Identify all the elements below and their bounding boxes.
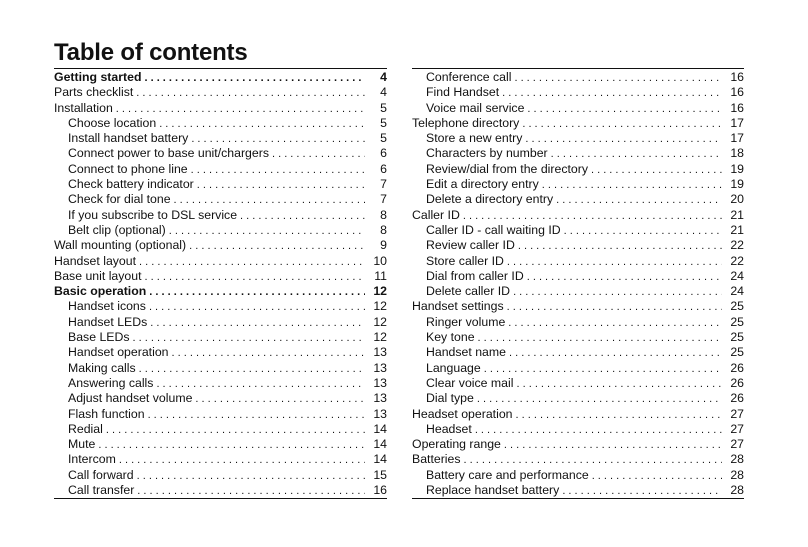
toc-column-right — [412, 70, 744, 499]
dot-leader — [514, 71, 722, 86]
toc-entry-title: Operating range — [412, 437, 501, 452]
dot-leader — [174, 193, 365, 208]
toc-page-number: 27 — [730, 421, 744, 436]
toc-entry[interactable] — [412, 177, 744, 192]
toc-entry[interactable] — [54, 116, 387, 131]
toc-page-number: 8 — [380, 222, 387, 237]
dot-leader — [516, 377, 722, 392]
dot-leader — [463, 209, 722, 224]
dot-leader — [527, 102, 722, 117]
toc-page-number: 28 — [730, 467, 744, 482]
toc-entry[interactable] — [54, 483, 387, 499]
toc-page-number: 5 — [380, 131, 387, 146]
toc-page-number: 16 — [730, 100, 744, 115]
toc-page-number: 25 — [730, 330, 744, 345]
dot-leader — [464, 453, 722, 468]
dot-leader — [119, 453, 365, 468]
dot-leader — [189, 239, 365, 254]
dot-leader — [148, 408, 365, 423]
dot-leader — [484, 362, 722, 377]
dot-leader — [195, 392, 365, 407]
toc-entry[interactable] — [54, 70, 387, 85]
toc-entry[interactable] — [412, 146, 744, 161]
toc-entry-title: Clear voice mail — [426, 375, 514, 390]
toc-entry[interactable] — [412, 315, 744, 330]
dot-leader — [98, 438, 365, 453]
toc-page-number: 14 — [373, 437, 387, 452]
toc-page-number: 20 — [730, 192, 744, 207]
toc-entry[interactable] — [412, 162, 744, 177]
dot-leader — [507, 255, 722, 270]
dot-leader — [156, 377, 365, 392]
title-rule-left — [54, 68, 387, 69]
toc-entry-title: Replace handset battery — [426, 483, 560, 498]
dot-leader — [516, 408, 723, 423]
toc-entry-title: Review/dial from the directory — [426, 161, 588, 176]
toc-entry[interactable] — [54, 422, 387, 437]
toc-entry[interactable] — [54, 345, 387, 360]
toc-entry[interactable] — [412, 452, 744, 467]
toc-page-number: 27 — [730, 406, 744, 421]
toc-page-number: 14 — [373, 452, 387, 467]
dot-leader — [137, 469, 365, 484]
toc-entry[interactable] — [412, 376, 744, 391]
toc-page-number: 26 — [730, 375, 744, 390]
toc-page-number: 5 — [380, 100, 387, 115]
toc-entry[interactable] — [54, 162, 387, 177]
toc-entry[interactable] — [54, 101, 387, 116]
toc-entry[interactable] — [54, 177, 387, 192]
dot-leader — [508, 316, 722, 331]
dot-leader — [475, 423, 722, 438]
dot-leader — [518, 239, 722, 254]
toc-entry[interactable] — [412, 361, 744, 376]
dot-leader — [145, 270, 365, 285]
toc-entry-title: Caller ID — [412, 207, 460, 222]
toc-entry-title: Batteries — [412, 452, 461, 467]
toc-entry[interactable] — [54, 192, 387, 207]
toc-entry[interactable] — [54, 361, 387, 376]
toc-entry[interactable] — [412, 254, 744, 269]
dot-leader — [240, 209, 365, 224]
dot-leader — [159, 117, 365, 132]
toc-page-number: 21 — [730, 207, 744, 222]
toc-entry[interactable] — [54, 208, 387, 223]
toc-entry[interactable] — [412, 223, 744, 238]
toc-entry[interactable] — [412, 192, 744, 207]
toc-entry-title: Wall mounting (optional) — [54, 238, 187, 253]
toc-entry[interactable] — [54, 376, 387, 391]
toc-page-number: 17 — [730, 115, 744, 130]
toc-entry[interactable] — [54, 269, 387, 284]
toc-page-number: 27 — [730, 437, 744, 452]
toc-entry-title: Find Handset — [426, 85, 500, 100]
dot-leader — [478, 331, 722, 346]
toc-page-number: 7 — [380, 192, 387, 207]
dot-leader — [144, 71, 365, 86]
toc-page-number: 6 — [380, 161, 387, 176]
toc-entry[interactable] — [412, 116, 744, 131]
toc-entry[interactable] — [54, 299, 387, 314]
toc-entry-title: Connect power to base unit/chargers — [68, 146, 269, 161]
toc-page-number: 25 — [730, 299, 744, 314]
toc-entry-title: Characters by number — [426, 146, 548, 161]
toc-page-number: 12 — [373, 314, 387, 329]
toc-column-left — [54, 70, 387, 499]
toc-entry-title: Handset icons — [68, 299, 146, 314]
toc-page-number: 10 — [373, 253, 387, 268]
toc-entry-title: Connect to phone line — [68, 161, 188, 176]
page-title: Table of contents — [54, 39, 248, 66]
toc-entry[interactable] — [412, 269, 744, 284]
title-rule-right — [412, 68, 744, 69]
toc-entry-title: Belt clip (optional) — [68, 222, 166, 237]
toc-page-number: 25 — [730, 345, 744, 360]
dot-leader — [502, 86, 722, 101]
toc-page-number: 19 — [730, 177, 744, 192]
toc-entry[interactable] — [412, 483, 744, 499]
toc-entry-title: Delete caller ID — [426, 284, 511, 299]
toc-page-number: 13 — [373, 345, 387, 360]
toc-entry-title: Check for dial tone — [68, 192, 171, 207]
dot-leader — [525, 132, 722, 147]
dot-leader — [272, 147, 365, 162]
toc-entry-title: Telephone directory — [412, 115, 520, 130]
toc-page-number: 26 — [730, 391, 744, 406]
toc-entry-title: Edit a directory entry — [426, 177, 539, 192]
toc-page-number: 12 — [373, 284, 387, 299]
dot-leader — [507, 300, 722, 315]
toc-page-number: 25 — [730, 314, 744, 329]
dot-leader — [191, 132, 365, 147]
dot-leader — [150, 316, 365, 331]
toc-entry[interactable] — [412, 70, 744, 85]
dot-leader — [137, 484, 365, 499]
toc-entry-title: Flash function — [68, 406, 145, 421]
toc-page-number: 9 — [380, 238, 387, 253]
toc-entry-title: Handset name — [426, 345, 506, 360]
toc-entry[interactable] — [54, 284, 387, 299]
toc-entry-title: Base unit layout — [54, 268, 142, 283]
toc-entry[interactable] — [412, 345, 744, 360]
toc-page-number: 13 — [373, 406, 387, 421]
toc-entry-title: Handset LEDs — [68, 314, 148, 329]
toc-page-number: 16 — [373, 483, 387, 498]
toc-entry[interactable] — [54, 407, 387, 422]
toc-entry-title: Handset layout — [54, 253, 137, 268]
toc-entry-title: If you subscribe to DSL service — [68, 207, 238, 222]
toc-entry-title: Call transfer — [68, 483, 135, 498]
toc-page-number: 24 — [730, 268, 744, 283]
toc-entry-title: Dial from caller ID — [426, 268, 524, 283]
toc-entry-title: Key tone — [426, 330, 475, 345]
toc-entry-title: Parts checklist — [54, 85, 134, 100]
toc-entry-title: Headset operation — [412, 406, 513, 421]
toc-page-number: 19 — [730, 161, 744, 176]
toc-entry[interactable] — [54, 254, 387, 269]
dot-leader — [191, 163, 365, 178]
dot-leader — [149, 300, 365, 315]
toc-page-number: 12 — [373, 299, 387, 314]
toc-page-number: 6 — [380, 146, 387, 161]
toc-page-number: 28 — [730, 483, 744, 498]
toc-page-number: 13 — [373, 360, 387, 375]
toc-entry[interactable] — [54, 223, 387, 238]
toc-entry-title: Handset operation — [68, 345, 169, 360]
toc-page-number: 8 — [380, 207, 387, 222]
toc-page-number: 22 — [730, 238, 744, 253]
dot-leader — [116, 102, 365, 117]
toc-page-number: 4 — [380, 70, 387, 84]
toc-entry-title: Voice mail service — [426, 100, 525, 115]
toc-entry[interactable] — [54, 85, 387, 100]
dot-leader — [139, 362, 365, 377]
dot-leader — [556, 193, 722, 208]
toc-entry[interactable] — [412, 101, 744, 116]
toc-page-number: 5 — [380, 115, 387, 130]
toc-page-number: 28 — [730, 452, 744, 467]
dot-leader — [133, 331, 365, 346]
toc-entry-title: Delete a directory entry — [426, 192, 554, 207]
dot-leader — [527, 270, 722, 285]
dot-leader — [522, 117, 722, 132]
dot-leader — [106, 423, 365, 438]
toc-entry[interactable] — [412, 407, 744, 422]
dot-leader — [542, 178, 722, 193]
toc-entry-title: Dial type — [426, 391, 474, 406]
toc-entry-title: Basic operation — [54, 284, 147, 299]
toc-entry-title: Intercom — [68, 452, 116, 467]
toc-entry-title: Redial — [68, 421, 103, 436]
toc-page-number: 12 — [373, 330, 387, 345]
toc-page-number: 17 — [730, 131, 744, 146]
toc-page-number: 7 — [380, 177, 387, 192]
toc-entry[interactable] — [412, 238, 744, 253]
dot-leader — [562, 484, 722, 499]
toc-entry-title: Store a new entry — [426, 131, 523, 146]
toc-entry[interactable] — [54, 437, 387, 452]
toc-page-number: 13 — [373, 391, 387, 406]
toc-entry[interactable] — [412, 208, 744, 223]
toc-entry-title: Ringer volume — [426, 314, 506, 329]
toc-entry-title: Review caller ID — [426, 238, 515, 253]
toc-page-number: 26 — [730, 360, 744, 375]
toc-page-number: 14 — [373, 421, 387, 436]
toc-entry[interactable] — [412, 391, 744, 406]
toc-page-number: 16 — [730, 70, 744, 84]
toc-entry[interactable] — [412, 299, 744, 314]
dot-leader — [172, 346, 366, 361]
toc-entry[interactable] — [54, 468, 387, 483]
toc-page-number: 15 — [373, 467, 387, 482]
toc-entry-title: Caller ID - call waiting ID — [426, 222, 561, 237]
toc-page-number: 13 — [373, 375, 387, 390]
dot-leader — [139, 255, 365, 270]
dot-leader — [504, 438, 722, 453]
toc-entry[interactable] — [54, 131, 387, 146]
toc-entry-title: Adjust handset volume — [68, 391, 193, 406]
toc-entry-title: Answering calls — [68, 375, 154, 390]
toc-entry-title: Mute — [68, 437, 96, 452]
toc-entry[interactable] — [54, 330, 387, 345]
toc-entry[interactable] — [412, 437, 744, 452]
toc-entry-title: Base LEDs — [68, 330, 130, 345]
toc-entry[interactable] — [54, 452, 387, 467]
toc-page-number: 4 — [380, 85, 387, 100]
toc-page-number: 11 — [374, 268, 387, 283]
toc-entry-title: Conference call — [426, 70, 512, 84]
toc-entry-title: Battery care and performance — [426, 467, 589, 482]
toc-entry[interactable] — [412, 131, 744, 146]
dot-leader — [169, 224, 365, 239]
toc-entry-title: Headset — [426, 421, 472, 436]
dot-leader — [136, 86, 365, 101]
toc-entry-title: Store caller ID — [426, 253, 504, 268]
toc-page-number: 16 — [730, 85, 744, 100]
toc-page-number: 22 — [730, 253, 744, 268]
toc-entry[interactable] — [54, 315, 387, 330]
toc-entry[interactable] — [54, 391, 387, 406]
dot-leader — [509, 346, 722, 361]
toc-entry[interactable] — [412, 330, 744, 345]
toc-entry[interactable] — [412, 284, 744, 299]
toc-entry[interactable] — [54, 146, 387, 161]
toc-page-number: 24 — [730, 284, 744, 299]
dot-leader — [551, 147, 722, 162]
toc-entry-title: Check battery indicator — [68, 177, 194, 192]
toc-entry-title: Getting started — [54, 70, 142, 84]
toc-page-number: 18 — [730, 146, 744, 161]
dot-leader — [197, 178, 365, 193]
dot-leader — [477, 392, 722, 407]
toc-entry-title: Language — [426, 360, 481, 375]
toc-entry-title: Call forward — [68, 467, 134, 482]
dot-leader — [564, 224, 722, 239]
toc-entry[interactable] — [412, 85, 744, 100]
toc-entry-title: Handset settings — [412, 299, 504, 314]
dot-leader — [513, 285, 722, 300]
toc-entry-title: Making calls — [68, 360, 136, 375]
toc-entry-title: Choose location — [68, 115, 157, 130]
dot-leader — [149, 285, 365, 300]
toc-entry[interactable] — [54, 238, 387, 253]
toc-entry[interactable] — [412, 422, 744, 437]
toc-entry[interactable] — [412, 468, 744, 483]
toc-entry-title: Installation — [54, 100, 113, 115]
toc-page-number: 21 — [730, 222, 744, 237]
toc-entry-title: Install handset battery — [68, 131, 189, 146]
dot-leader — [592, 469, 722, 484]
dot-leader — [591, 163, 722, 178]
